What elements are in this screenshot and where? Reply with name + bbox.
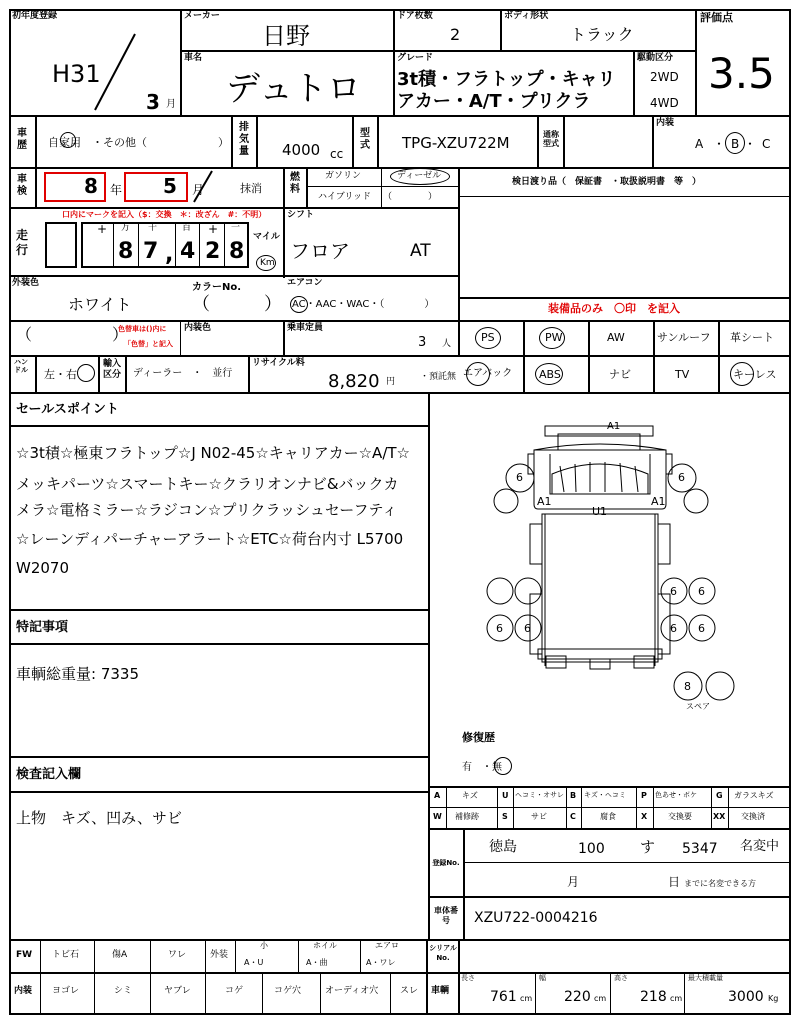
model-value: TPG-XZU722M xyxy=(402,134,510,152)
diagram-8-spare: 8 xyxy=(684,680,691,693)
score-value: 3.5 xyxy=(708,49,775,98)
doors-value: 2 xyxy=(450,25,461,44)
mileage-digit-2: 4 xyxy=(180,239,196,264)
first-reg-month: 3 xyxy=(146,90,160,114)
dims-label: 車輌 xyxy=(431,986,450,996)
mileage-sen: 千 xyxy=(148,223,158,233)
handle-right-circle xyxy=(77,364,95,382)
dims-height: 218 xyxy=(640,989,667,1005)
color-change-note2: 「色替」と記入 xyxy=(124,340,173,348)
displacement-unit: cc xyxy=(330,147,344,161)
sales-point-line-1: メッキパーツ☆スマートキー☆クラリオンナビ&バックカ xyxy=(16,475,399,493)
sales-point-line-0: ☆3t積☆極東フラトップ☆J N02-45☆キャリアカー☆A/T☆ xyxy=(16,444,410,462)
bottom-burn: コゲ xyxy=(225,986,244,996)
car-name-value: デュトロ xyxy=(226,69,361,109)
mileage-km: Km xyxy=(260,258,275,268)
diagram-6-l4: 6 xyxy=(524,622,531,635)
special-title: 特記事項 xyxy=(16,620,69,635)
bottom-fw: FW xyxy=(16,950,33,960)
equip-airbag: エアバック xyxy=(463,368,513,379)
inspection-year-unit: 年 xyxy=(110,183,123,197)
mileage-man: 万 xyxy=(121,223,131,233)
dims-length: 761 xyxy=(490,989,517,1005)
plate-deadline: までに名変できる方 xyxy=(684,879,756,888)
dims-length-unit: cm xyxy=(520,994,533,1003)
color-no-label: カラーNo. xyxy=(192,282,242,293)
dims-load-unit: Kg xyxy=(768,994,779,1003)
legend-code-5: W xyxy=(433,812,442,821)
legend-desc-8: 交換要 xyxy=(668,812,692,821)
color-change-note1: 色替車は()内に xyxy=(118,325,167,333)
first-reg-month-unit: 月 xyxy=(166,99,176,110)
common-model-label: 通称型式 xyxy=(543,130,559,148)
diagram-a1-left: A1 xyxy=(537,495,552,508)
drive-2wd: 2WD xyxy=(650,70,679,84)
equip-keyless: キーレス xyxy=(733,368,777,381)
equip-airbag-circle xyxy=(466,362,490,386)
maker-value: 日野 xyxy=(262,22,310,50)
interior-label: 内装 xyxy=(656,118,675,128)
diagram-spare-label: スペア xyxy=(686,702,710,711)
plate-label: 登録No. xyxy=(432,859,460,867)
bottom-crack: ワレ xyxy=(168,950,187,960)
grade-line2: アカー・A/T・プリクラ xyxy=(397,91,591,112)
bottom-aware: A・ワレ xyxy=(366,958,396,967)
bottom-stone: トビ石 xyxy=(52,950,80,960)
inspection-month-box xyxy=(124,172,188,202)
mileage-note: 口内にマークを記入（$：交換 ＊：改ざん #：不明） xyxy=(62,210,267,219)
equip-abs: ABS xyxy=(539,368,561,381)
displacement-label: 排気量 xyxy=(239,122,249,157)
plate-day: 日 xyxy=(668,875,681,889)
bottom-tear: ヤブレ xyxy=(164,986,191,996)
displacement-value: 4000 xyxy=(282,141,321,159)
bottom-au: A・U xyxy=(244,958,264,967)
capacity-label: 乗車定員 xyxy=(287,323,324,333)
mileage-ichi: 一 xyxy=(231,223,241,233)
sales-point-line-4: W2070 xyxy=(16,559,70,577)
mileage-km-circle xyxy=(256,255,276,271)
mileage-digit-4: 8 xyxy=(229,239,245,264)
capacity-unit: 人 xyxy=(442,339,452,349)
int-color-label: 内装色 xyxy=(184,323,212,333)
usage-label: 車歴 xyxy=(17,128,27,151)
repair-none-circle xyxy=(494,757,512,775)
legend-code-2: B xyxy=(570,791,577,800)
diagram-6-fl: 6 xyxy=(516,471,523,484)
plate-class: 100 xyxy=(578,841,605,857)
chassis-label: 車体番号 xyxy=(434,906,458,925)
drive-label: 駆動区分 xyxy=(637,53,674,63)
aircon-value: AC・AAC・WAC・（ ） xyxy=(292,299,435,310)
legend-desc-3: 色あせ・ボケ xyxy=(655,791,697,799)
equip-tv: TV xyxy=(675,368,690,381)
model-label: 型式 xyxy=(360,128,370,151)
mileage-hyaku: 百 xyxy=(182,223,192,233)
legend-code-3: P xyxy=(641,791,647,800)
recycle-unit: 円 xyxy=(386,377,396,387)
bottom-akyoku: A・曲 xyxy=(306,958,328,967)
interior-b-circle xyxy=(725,132,745,154)
fuel-gasoline: ガソリン xyxy=(325,171,362,181)
mileage-plus-1: + xyxy=(97,222,108,236)
fuel-label: 燃料 xyxy=(290,172,300,195)
dims-load: 3000 xyxy=(728,989,764,1005)
dims-width-label: 幅 xyxy=(539,974,546,982)
documents-label: 検日渡り品（ 保証書 ・取扱説明書 等 ） xyxy=(512,177,702,187)
mileage-digit-0: 8 xyxy=(118,239,134,264)
mileage-plus-2: + xyxy=(208,222,219,236)
sales-points-title: セールスポイント xyxy=(16,402,119,417)
bottom-audio-hole: オーディオ穴 xyxy=(325,986,379,996)
diagram-a1-right: A1 xyxy=(651,495,666,508)
bottom-exterior: 外装 xyxy=(210,950,229,960)
mileage-digit-1: 7 xyxy=(143,239,159,264)
serial-label: シリアルNo. xyxy=(429,944,457,962)
dims-height-unit: cm xyxy=(670,994,683,1003)
bottom-aero: エアロ xyxy=(375,941,399,950)
diagram-6-r2: 6 xyxy=(698,585,705,598)
mileage-box-0 xyxy=(45,222,77,268)
color-change-paren: （ ） xyxy=(16,325,129,344)
import-label: 輸入区分 xyxy=(102,359,121,380)
diagram-a1-top: A1 xyxy=(607,421,621,432)
handle-label: ハンドル xyxy=(14,358,28,374)
diagram-6-l3: 6 xyxy=(496,622,503,635)
import-value: ディーラー ・ 並行 xyxy=(133,368,233,379)
legend-desc-2: キズ・ヘコミ xyxy=(584,791,626,799)
legend-desc-6: サビ xyxy=(531,812,547,821)
mileage-mile: マイル xyxy=(253,232,280,242)
sales-point-line-2: メラ☆電格ミラー☆ラジコン☆プリクラッシュセーフティ xyxy=(16,501,398,519)
legend-desc-9: 交換済 xyxy=(741,812,765,821)
inspection-year: 8 xyxy=(84,174,98,198)
dims-height-label: 高さ xyxy=(614,974,628,982)
chassis-value: XZU722-0004216 xyxy=(474,910,598,926)
vehicle-diagram xyxy=(430,394,788,774)
equip-sunroof: サンルーフ xyxy=(657,331,711,344)
plate-number: 5347 xyxy=(682,841,718,857)
shift-type: フロア xyxy=(290,239,350,263)
equip-navi: ナビ xyxy=(609,368,631,381)
grade-line1: 3t積・フラトップ・キャリ xyxy=(397,69,616,90)
sales-point-line-3: ☆レーンディパーチャーアラート☆ETC☆荷台内寸 L5700 xyxy=(16,530,404,548)
inspection-month-unit: 月 xyxy=(192,183,205,197)
first-reg-label: 初年度登録 xyxy=(12,11,58,21)
interior-a: A xyxy=(695,137,704,151)
diagram-u1: U1 xyxy=(592,505,608,518)
fuel-diesel-circle xyxy=(390,168,450,185)
color-value: ホワイト xyxy=(68,295,132,314)
equip-leather: 革シート xyxy=(730,331,774,344)
legend-desc-5: 補修跡 xyxy=(455,812,479,821)
diagram-6-r3: 6 xyxy=(670,622,677,635)
aircon-label: エアコン xyxy=(287,278,323,288)
legend-code-4: G xyxy=(716,791,723,800)
inspection-label: 車検 xyxy=(17,174,27,197)
legend-code-9: XX xyxy=(713,812,726,821)
diagram-6-r1: 6 xyxy=(670,585,677,598)
usage-circle xyxy=(60,132,76,148)
legend-code-0: A xyxy=(434,791,441,800)
doors-label: ドア枚数 xyxy=(397,11,433,21)
bottom-scratch: 傷A xyxy=(112,950,128,960)
legend-desc-7: 腐食 xyxy=(600,812,616,821)
bottom-dirt: ヨゴレ xyxy=(52,986,80,996)
fuel-diesel: ディーゼル xyxy=(397,171,442,181)
equip-pw-circle xyxy=(539,327,565,349)
repair-label: 修復歴 xyxy=(462,731,495,744)
fuel-paren: （ ） xyxy=(383,192,438,202)
plate-kana: す xyxy=(640,838,656,856)
legend-desc-4: ガラスキズ xyxy=(734,791,774,800)
equip-pw: PW xyxy=(545,331,563,344)
shift-label: シフト xyxy=(287,210,315,220)
aircon-ac-circle xyxy=(290,296,308,313)
legend-desc-0: キズ xyxy=(462,791,478,800)
recycle-label: リサイクル料 xyxy=(252,358,305,368)
car-name-label: 車名 xyxy=(184,53,203,63)
recycle-deposit: ・預託無 xyxy=(420,372,457,382)
usage-text: 自家用 ・その他（ xyxy=(48,136,147,149)
mileage-label: 走行 xyxy=(15,228,28,257)
body-type-label: ボディ形状 xyxy=(504,11,549,21)
bottom-stain: シミ xyxy=(114,986,133,996)
equip-ps-circle xyxy=(475,327,501,349)
first-reg-era: H31 xyxy=(52,60,101,88)
first-reg-slash xyxy=(90,32,140,112)
grade-label: グレード xyxy=(397,53,434,63)
dims-width: 220 xyxy=(564,989,591,1005)
check-line: 上物 キズ、凹み、サビ xyxy=(16,809,183,827)
bottom-wear: スレ xyxy=(400,986,419,996)
special-line: 車輌総重量: 7335 xyxy=(16,665,139,683)
equip-aw: AW xyxy=(607,331,625,344)
interior-b: B xyxy=(731,137,740,151)
dims-load-label: 最大積載量 xyxy=(688,974,723,982)
color-no-paren: （ ） xyxy=(192,294,282,315)
plate-change: 名変中 xyxy=(740,839,780,854)
shift-trans: AT xyxy=(410,241,431,261)
bottom-interior-label: 内装 xyxy=(14,986,33,996)
score-label: 評価点 xyxy=(700,11,733,24)
equip-ps: PS xyxy=(481,331,495,344)
inspection-cancel: 抹消 xyxy=(240,182,262,195)
interior-dot2: ・ xyxy=(744,137,757,151)
usage-close: ） xyxy=(218,136,229,149)
inspection-month: 5 xyxy=(163,174,177,198)
legend-code-6: S xyxy=(502,812,508,821)
plate-region: 徳島 xyxy=(489,839,517,855)
interior-c: C xyxy=(762,137,771,151)
bottom-wheel: ホイル xyxy=(313,941,337,950)
mileage-comma: , xyxy=(165,242,174,267)
diagram-6-fr: 6 xyxy=(678,471,685,484)
bottom-burn-hole: コゲ穴 xyxy=(274,986,302,996)
mileage-digit-3: 2 xyxy=(205,239,221,264)
body-type-value: トラック xyxy=(570,25,634,44)
interior-dot1: ・ xyxy=(713,137,726,151)
recycle-value: 8,820 xyxy=(328,371,380,392)
dims-width-unit: cm xyxy=(594,994,607,1003)
bottom-small: 小 xyxy=(260,941,268,950)
diagram-6-r4: 6 xyxy=(698,622,705,635)
maker-label: メーカー xyxy=(184,11,220,21)
repair-value: 有 ・無 xyxy=(462,762,502,773)
legend-desc-1: ヘコミ・オサレ xyxy=(515,791,564,799)
handle-value: 左・右 xyxy=(44,368,77,381)
equip-abs-circle xyxy=(535,363,563,385)
dims-length-label: 長さ xyxy=(461,974,475,982)
legend-code-1: U xyxy=(502,791,509,800)
legend-code-8: X xyxy=(641,812,648,821)
check-title: 検査記入欄 xyxy=(16,767,82,782)
fuel-hybrid: ハイブリッド xyxy=(318,192,372,202)
color-label: 外装色 xyxy=(12,278,40,288)
equip-keyless-circle xyxy=(730,362,754,386)
capacity-value: 3 xyxy=(418,335,427,350)
legend-code-7: C xyxy=(570,812,576,821)
drive-4wd: 4WD xyxy=(650,96,679,110)
plate-month: 月 xyxy=(567,875,580,889)
equipment-title: 装備品のみ 〇印 を記入 xyxy=(548,302,680,315)
